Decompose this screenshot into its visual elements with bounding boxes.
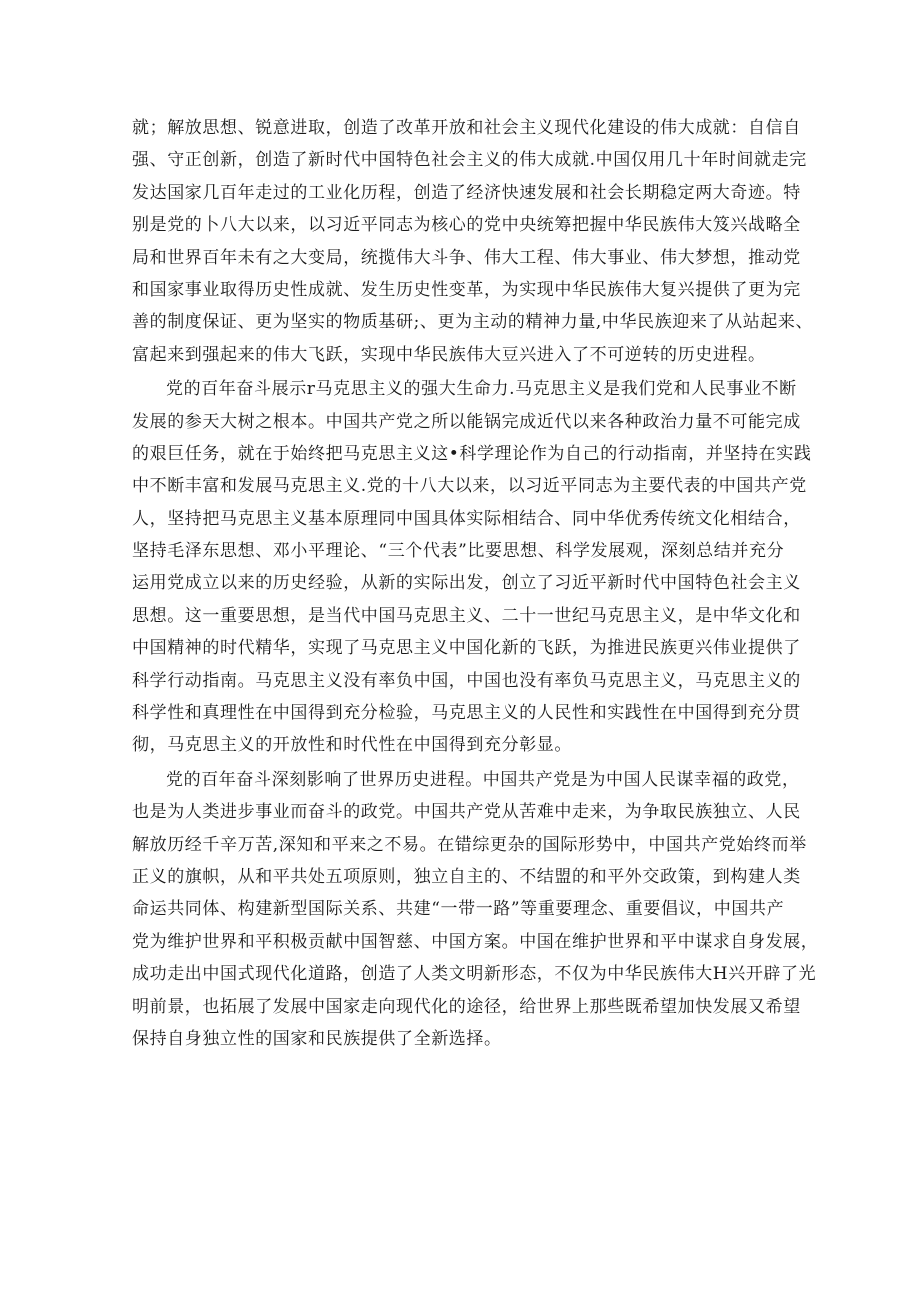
text-line: 中国精神的时代精华，实现了马克思主义中国化新的飞跃，为推进民族更兴伟业提供了 (132, 638, 801, 659)
text-line: 的艰巨任务，就在于始终把马克思主义这•科学理论作为自己的行动指南，并坚持在实践 (132, 443, 812, 464)
text-line: 人，坚持把马克思主义基本原理同中国具体实际相结合、同中华优秀传统文化相结合， (132, 508, 801, 529)
paragraph-1 (132, 112, 814, 371)
text-line: 富起来到强起来的伟大飞跃，实现中华民族伟大豆兴进入了不可逆转的历史进程。 (132, 344, 766, 365)
text-line: 中不断丰富和发展马克思主义.党的十八大以来，以习近平同志为主要代表的中国共产党 (132, 476, 807, 497)
text-line: 善的制度保证、更为坚实的物质基研;、更为主动的精神力量,中华民族迎来了从站起来、 (132, 312, 814, 333)
text-line: 解放历经千辛万苦,深知和平来之不易。在错综更杂的国际形势中，中国共产党始终而举 (132, 834, 807, 855)
text-line: 保持自身独立性的国家和民族提供了全新选择。 (132, 1028, 502, 1049)
text-line: 就；解放思想、锐意进取，创造了改革开放和社会主义现代化建设的伟大成就：自信自 (132, 118, 801, 138)
text-line: 党的百年奋斗展示r马克思主义的强大生命力.马克思主义是我们党和人民事业不断 (166, 379, 797, 400)
text-line: 彻，马克思主义的开放性和时代性在中国得到充分彰显。 (132, 735, 572, 756)
paragraph-3 (132, 764, 819, 1056)
text-line: 党为维护世界和平积极贡献中国智慈、中国方案。中国在维护世界和平中谋求自身发展， (132, 931, 819, 952)
text-line: 坚持毛泽东思想、邓小平理论、“三个代表”比要思想、科学发展观，深刻总结并充分 (132, 541, 785, 562)
paragraph-2 (132, 373, 812, 762)
text-line: 党的百年奋斗深刻影响了世界历史进程。中国共产党是为中国人民谋幸福的政党， (166, 769, 800, 790)
text-line: 科学性和真理性在中国得到充分检验，马克思主义的人民性和实践性在中国得到充分贯 (132, 703, 801, 724)
text-line: 运用党成立以来的历史经验，从新的实际出发，创立了习近平新时代中国特色社会主义 (132, 573, 801, 594)
text-line: 命运共同体、构建新型国际关系、共建“一带一路”等重要理念、重要倡议，中国共产 (132, 899, 785, 920)
document-page (132, 112, 819, 1057)
text-line: 也是为人类进步事业而奋斗的政党。中国共产党从苦难中走来，为争取民族独立、人民 (132, 802, 801, 823)
text-line: 成功走出中国式现代化道路，创造了人类文明新形态，不仅为中华民族伟大H兴开辟了光 (132, 964, 817, 985)
text-line: 发展的参天大树之根本。中国共产党之所以能锅完成近代以来各种政治力量不可能完成 (132, 411, 801, 432)
text-line: 和国家事业取得历史性成就、发生历史性变革，为实现中华民族伟大复兴提供了更为完 (132, 279, 801, 300)
text-line: 思想。这一重要思想，是当代中国马克思主义、二十一世纪马克思主义，是中华文化和 (132, 605, 801, 626)
text-line: 别是党的卜八大以来，以习近平同志为核心的党中央统筹把握中华民族伟大笈兴战略全 (132, 215, 801, 236)
text-line: 局和世界百年未有之大变局，统揽伟大斗争、伟大工程、伟大事业、伟大梦想，推动党 (132, 247, 801, 268)
text-line: 科学行动指南。马克思主义没有率负中国，中国也没有率负马克思主义，马克思主义的 (132, 670, 801, 691)
text-line: 正义的旗帜，从和平共处五项原则，独立自主的、不结盟的和平外交政策，到构建人类 (132, 866, 801, 887)
text-line: 明前景，也拓展了发展中国家走向现代化的途径，给世界上那些既希望加快发展又希望 (132, 996, 801, 1017)
text-line: 发达国家几百年走过的工业化历程，创造了经济快速发展和社会长期稳定两大奇迹。特 (132, 182, 801, 203)
text-line: 强、守正创新，创造了新时代中国特色社会主义的伟大成就.中国仅用几十年时间就走完 (132, 150, 807, 171)
